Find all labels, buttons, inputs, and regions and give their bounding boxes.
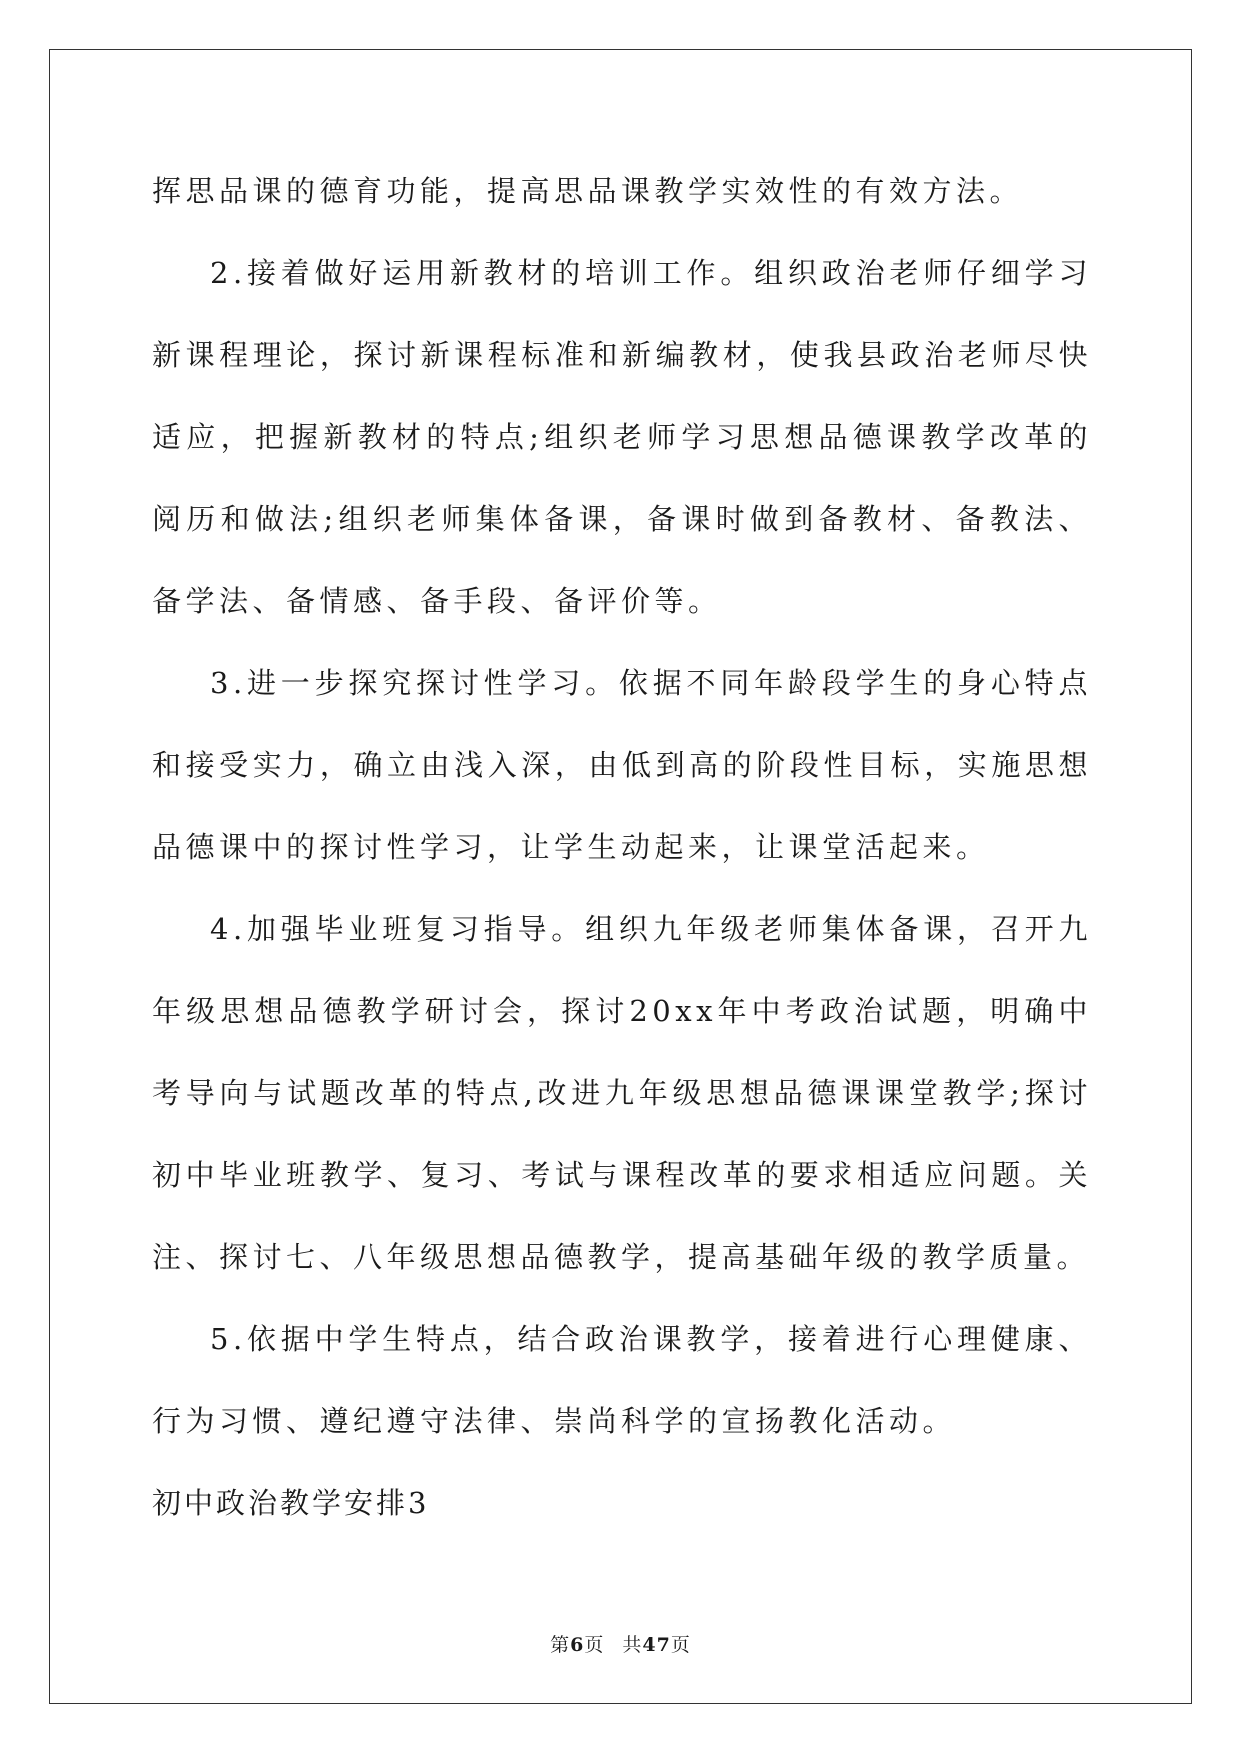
paragraph-item-2: 2.接着做好运用新教材的培训工作。组织政治老师仔细学习新课程理论，探讨新课程标准和新编教材，使我县政治老师尽快适应，把握新教材的特点;组织老师学习思想品德课教学改革的阅历和做法;组织老师集体备课，备课时做到备教材、备教法、备学法、备情感、备手段、备评价等。 xyxy=(152,256,1092,618)
footer-page-suffix: 页 xyxy=(584,1634,605,1656)
document-body xyxy=(152,150,1092,1544)
footer-total-suffix: 页 xyxy=(670,1634,691,1656)
footer-total-prefix: 共 xyxy=(622,1634,643,1656)
footer-prefix: 第 xyxy=(550,1634,571,1656)
page-footer xyxy=(0,1630,1241,1657)
paragraph-item-3: 3.进一步探究探讨性学习。依据不同年龄段学生的身心特点和接受实力，确立由浅入深，由低到高的阶段性目标，实施思想品德课中的探讨性学习，让学生动起来，让课堂活起来。 xyxy=(152,666,1092,864)
current-page-number: 6 xyxy=(570,1634,585,1656)
paragraph-item-4: 4.加强毕业班复习指导。组织九年级老师集体备课，召开九年级思想品德教学研讨会，探讨20xx年中考政治试题，明确中考导向与试题改革的特点,改进九年级思想品德课课堂教学;探讨初中毕业班教学、复习、考试与课程改革的要求相适应问题。关注、探讨七、八年级思想品德教学，提高基础年级的教学质量。 xyxy=(152,912,1092,1274)
paragraph-item-5: 5.依据中学生特点，结合政治课教学，接着进行心理健康、行为习惯、遵纪遵守法律、崇尚科学的宣扬教化活动。 xyxy=(152,1322,1092,1438)
total-pages-number: 47 xyxy=(642,1634,671,1656)
section-heading: 初中政治教学安排3 xyxy=(152,1486,430,1520)
paragraph-continuation: 挥思品课的德育功能，提高思品课教学实效性的有效方法。 xyxy=(152,174,1024,208)
